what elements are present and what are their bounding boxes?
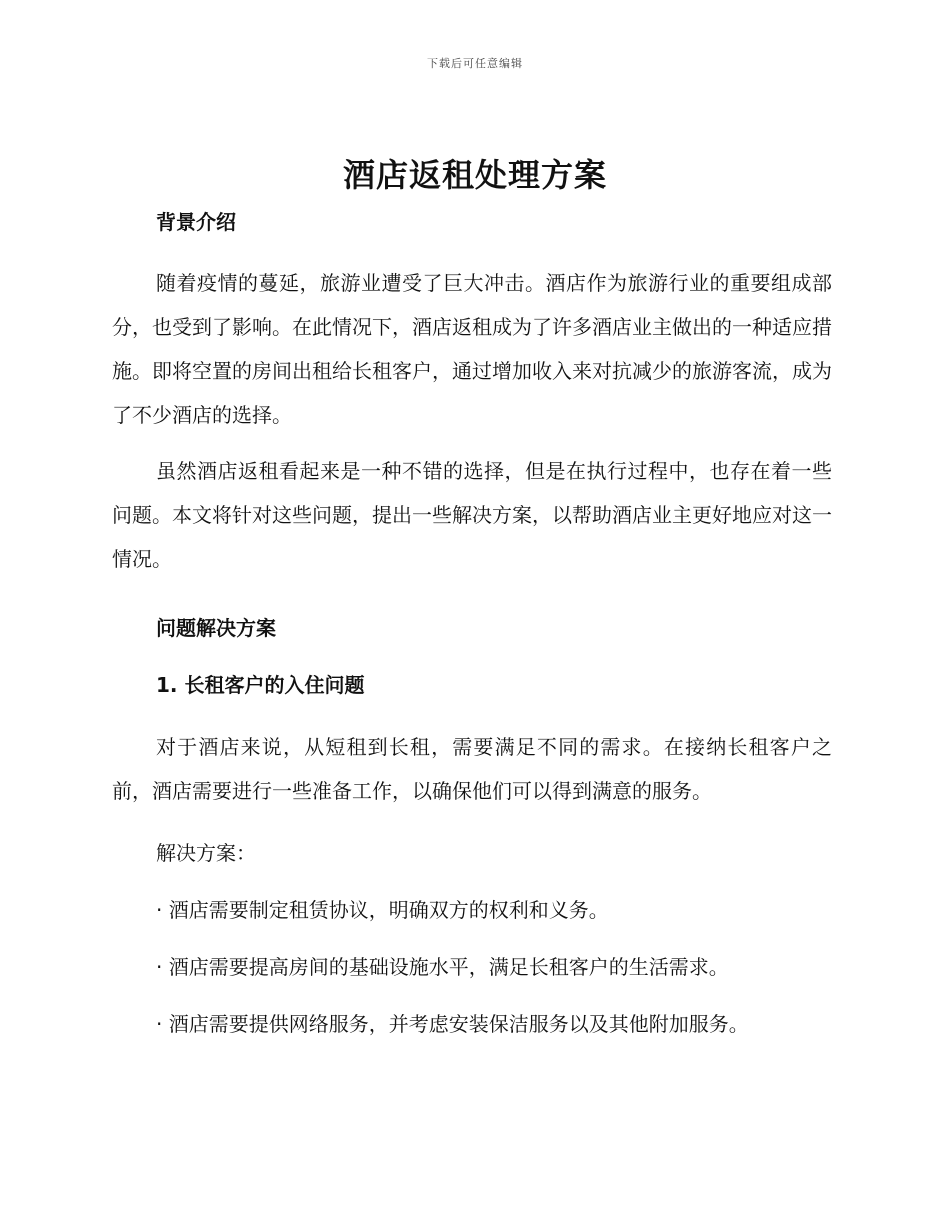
section-heading-solutions: 问题解决方案 (156, 616, 276, 640)
bullet-item: · 酒店需要制定租赁协议，明确双方的权利和义务。 (156, 898, 609, 922)
header-watermark: 下载后可任意编辑 (427, 57, 523, 70)
paragraph-background-1: 随着疫情的蔓延，旅游业遭受了巨大冲击。酒店作为旅游行业的重要组成部分，也受到了影响。在此情况下，酒店返租成为了许多酒店业主做出的一种适应措施。即将空置的房间出租给长租客户，通过增加收入来对抗减少的旅游客流，成为了不少酒店的选择。 (112, 271, 832, 427)
paragraph-checkin: 对于酒店来说，从短租到长租，需要满足不同的需求。在接纳长租客户之前，酒店需要进行一些准备工作，以确保他们可以得到满意的服务。 (112, 735, 832, 803)
section-heading-background: 背景介绍 (156, 210, 236, 234)
document-body (112, 205, 832, 1041)
paragraph-background-2: 虽然酒店返租看起来是一种不错的选择，但是在执行过程中，也存在着一些问题。本文将针对这些问题，提出一些解决方案，以帮助酒店业主更好地应对这一情况。 (112, 459, 832, 571)
document-title: 酒店返租处理方案 (342, 156, 607, 194)
solution-label: 解决方案： (156, 841, 256, 865)
bullet-item: · 酒店需要提供网络服务，并考虑安装保洁服务以及其他附加服务。 (156, 1012, 749, 1036)
bullet-item: · 酒店需要提高房间的基础设施水平，满足长租客户的生活需求。 (156, 955, 729, 979)
subsection-heading-checkin: 1. 长租客户的入住问题 (156, 673, 365, 697)
